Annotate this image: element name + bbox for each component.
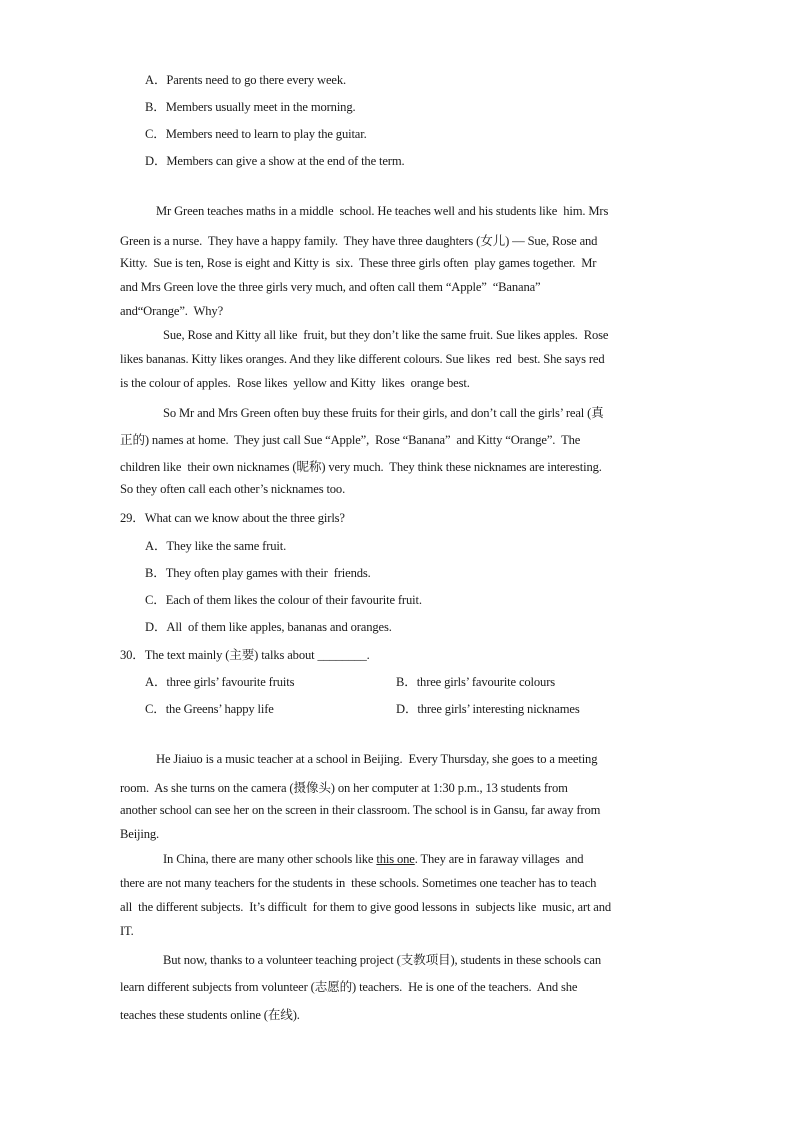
q29-option-b: B．They often play games with their friends. <box>145 566 371 580</box>
passage-d-line: He Jiaiuo is a music teacher at a school in Beijing. Every Thursday, she goes to a meeting <box>156 752 598 766</box>
q28-option-a: A．Parents need to go there every week. <box>145 73 346 87</box>
q30-option-d: D．three girls’ interesting nicknames <box>396 702 580 716</box>
passage-d-line: But now, thanks to a volunteer teaching project (支教项目), students in these schools can <box>163 953 601 967</box>
q30-option-b: B．three girls’ favourite colours <box>396 675 555 689</box>
q28-option-d: D．Members can give a show at the end of the term. <box>145 154 405 168</box>
passage-c-line: So they often call each other’s nicknames too. <box>120 482 346 496</box>
passage-d-line: there are not many teachers for the students in these schools. Sometimes one teacher has to teach <box>120 876 597 890</box>
passage-d-line: all the different subjects. It’s difficult for them to give good lessons in subjects like music, art and <box>120 900 612 914</box>
passage-d-line: Beijing. <box>120 827 160 841</box>
passage-d-line: learn different subjects from volunteer (志愿的) teachers. He is one of the teachers. And she <box>120 980 578 994</box>
passage-d-line: another school can see her on the screen in their classroom. The school is in Gansu, far away from <box>120 803 601 817</box>
passage-c-line: is the colour of apples. Rose likes yellow and Kitty likes orange best. <box>120 376 470 390</box>
passage-d-line: IT. <box>120 924 134 938</box>
passage-c-line: So Mr and Mrs Green often buy these fruits for their girls, and don’t call the girls’ real (真 <box>163 406 604 420</box>
passage-d-line: teaches these students online (在线). <box>120 1008 300 1022</box>
passage-c-line: Kitty. Sue is ten, Rose is eight and Kitty is six. These three girls often play games together. Mr <box>120 256 597 270</box>
q29-option-d: D．All of them like apples, bananas and oranges. <box>145 620 392 634</box>
passage-c-line: Mr Green teaches maths in a middle school. He teaches well and his students like him. Mrs <box>156 204 609 218</box>
passage-c-line: and Mrs Green love the three girls very much, and often call them “Apple” “Banana” <box>120 280 541 294</box>
text-segment: . They are in faraway villages and <box>414 852 584 866</box>
q29-stem: 29．What can we know about the three girls? <box>120 511 345 525</box>
passage-d-line <box>163 852 583 867</box>
q30-option-a: A．three girls’ favourite fruits <box>145 675 295 689</box>
q30-stem: 30．The text mainly (主要) talks about ________. <box>120 648 370 662</box>
q28-option-c: C．Members need to learn to play the guitar. <box>145 127 367 141</box>
q30-option-c: C．the Greens’ happy life <box>145 702 274 716</box>
q29-option-a: A．They like the same fruit. <box>145 539 287 553</box>
passage-c-line: children like their own nicknames (昵称) very much. They think these nicknames are interesting. <box>120 460 602 474</box>
passage-c-line: Green is a nurse. They have a happy family. They have three daughters (女儿) — Sue, Rose and <box>120 234 598 248</box>
passage-c-line: and“Orange”. Why? <box>120 304 224 318</box>
passage-c-line: 正的) names at home. They just call Sue “Apple”, Rose “Banana” and Kitty “Orange”. The <box>120 433 581 447</box>
q28-option-b: B．Members usually meet in the morning. <box>145 100 356 114</box>
passage-c-line: Sue, Rose and Kitty all like fruit, but they don’t like the same fruit. Sue likes apples. Rose <box>163 328 609 342</box>
passage-c-line: likes bananas. Kitty likes oranges. And they like different colours. Sue likes red best. She says red <box>120 352 605 366</box>
q29-option-c: C．Each of them likes the colour of their favourite fruit. <box>145 593 422 607</box>
text-segment: In China, there are many other schools like <box>163 852 377 866</box>
underlined-phrase: this one <box>376 852 415 866</box>
passage-d-line: room. As she turns on the camera (摄像头) on her computer at 1:30 p.m., 13 students from <box>120 781 568 795</box>
